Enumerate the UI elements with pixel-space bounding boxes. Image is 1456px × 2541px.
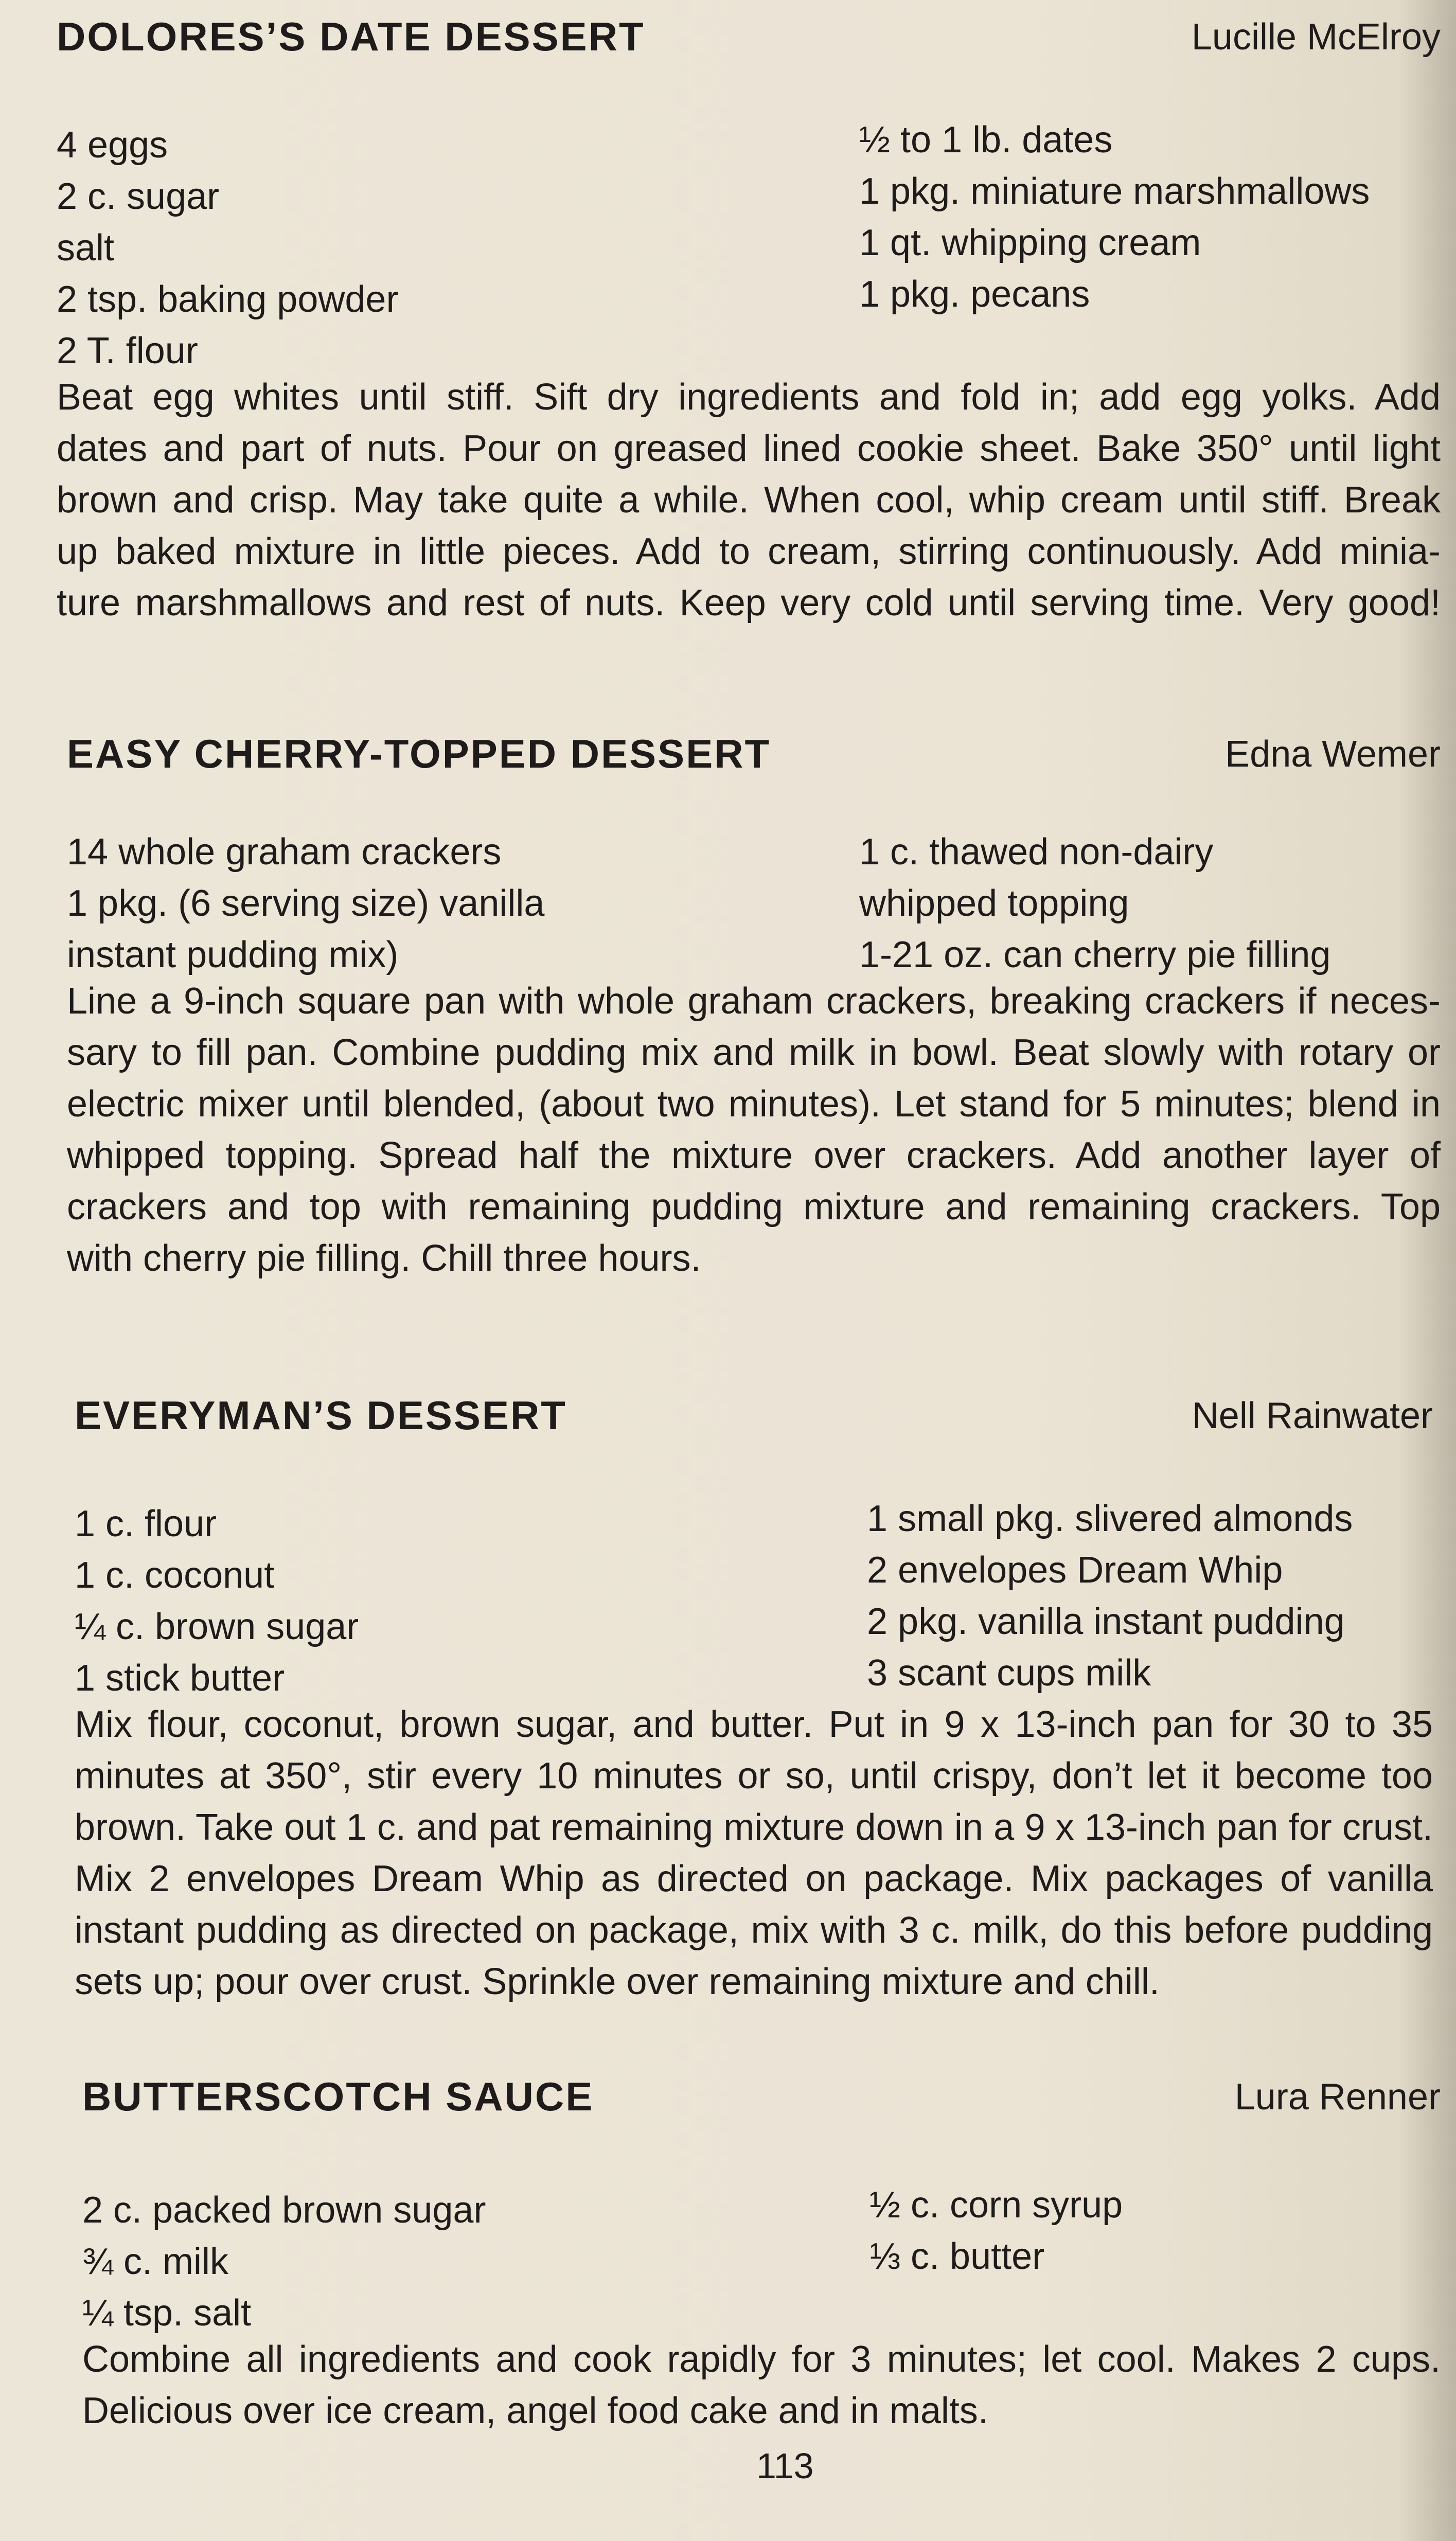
recipe-everymans-dessert — [75, 1395, 1433, 2023]
ingredient-column-right — [869, 2179, 1123, 2282]
ingredient: whipped topping — [859, 883, 1129, 924]
recipe-title: BUTTERSCOTCH SAUCE — [82, 2074, 594, 2119]
method-line: Delicious over ice cream, angel food cake and in malts. — [82, 2390, 988, 2431]
method-line: with cherry pie filling. Chill three hours. — [67, 1238, 701, 1279]
method-line: Combine all ingredients and cook rapidly for 3 minutes; let cool. Makes 2 cups. — [82, 2339, 1441, 2380]
ingredient-column-left — [67, 826, 544, 981]
method-line: sets up; pour over crust. Sprinkle over remaining mixture and chill. — [75, 1961, 1160, 2002]
method-line: instant pudding as directed on package, mix with 3 c. milk, do this before pudding — [75, 1910, 1433, 1951]
ingredient-column-left — [82, 2184, 486, 2339]
method-line: brown and crisp. May take quite a while. When cool, whip cream until stiff. Break — [57, 479, 1441, 521]
method-line: minutes at 350°, stir every 10 minutes or so, until crispy, don’t let it become too — [75, 1755, 1433, 1797]
ingredient: ¼ c. brown sugar — [75, 1606, 359, 1647]
recipe-dolores-date-dessert — [57, 14, 1441, 624]
ingredient-column-right — [867, 1493, 1353, 1699]
method-line: brown. Take out 1 c. and pat remaining mixture down in a 9 x 13-inch pan for crust. — [75, 1807, 1433, 1848]
ingredient: 2 c. sugar — [57, 176, 220, 217]
ingredient: 1 qt. whipping cream — [859, 222, 1201, 263]
ingredient: instant pudding mix) — [67, 934, 399, 975]
ingredient: 1 c. coconut — [75, 1555, 275, 1596]
recipe-method — [67, 975, 1441, 1284]
recipe-author: Nell Rainwater — [1192, 1395, 1433, 1436]
recipe-method — [57, 371, 1441, 629]
recipe-method — [75, 1699, 1433, 2007]
recipe-author: Edna Wemer — [1225, 734, 1441, 775]
ingredient: 2 pkg. vanilla instant pudding — [867, 1601, 1345, 1642]
ingredient: 1 pkg. miniature marshmallows — [859, 171, 1370, 212]
ingredient: ⅓ c. butter — [869, 2236, 1045, 2277]
ingredient: 2 c. packed brown sugar — [82, 2190, 486, 2231]
ingredient: 4 eggs — [57, 125, 168, 166]
method-line: electric mixer until blended, (about two minutes). Let stand for 5 minutes; blend in — [67, 1083, 1441, 1125]
method-line: Mix flour, coconut, brown sugar, and butter. Put in 9 x 13-inch pan for 30 to 35 — [75, 1704, 1433, 1745]
recipe-author: Lucille McElroy — [1191, 16, 1441, 58]
recipe-butterscotch-sauce — [82, 2076, 1441, 2437]
recipe-title: DOLORES’S DATE DESSERT — [57, 14, 645, 59]
ingredient: 1-21 oz. can cherry pie filling — [859, 934, 1331, 975]
method-line: sary to fill pan. Combine pudding mix and milk in bowl. Beat slowly with rotary or — [67, 1032, 1441, 1073]
ingredient: 1 stick butter — [75, 1658, 285, 1699]
ingredient-column-left — [75, 1498, 359, 1704]
ingredient-column-right — [859, 114, 1370, 320]
method-line: dates and part of nuts. Pour on greased lined cookie sheet. Bake 350° until light — [57, 428, 1441, 469]
ingredient: ¾ c. milk — [82, 2241, 229, 2282]
ingredient: 14 whole graham crackers — [67, 831, 502, 873]
ingredient: 2 T. flour — [57, 330, 198, 371]
method-line: Line a 9-inch square pan with whole graham crackers, breaking crackers if neces- — [67, 981, 1441, 1022]
page-number: 113 — [756, 2446, 814, 2486]
ingredient: 1 pkg. pecans — [859, 274, 1090, 315]
method-line: Mix 2 envelopes Dream Whip as directed on package. Mix packages of vanilla — [75, 1858, 1433, 1899]
recipe-title: EVERYMAN’S DESSERT — [75, 1393, 567, 1438]
ingredient: ½ to 1 lb. dates — [859, 119, 1113, 161]
recipe-method — [82, 2334, 1441, 2437]
ingredient: ½ c. corn syrup — [869, 2184, 1123, 2226]
method-line: ture marshmallows and rest of nuts. Keep very cold until serving time. Very good! — [57, 582, 1441, 624]
ingredient: 1 c. flour — [75, 1503, 217, 1544]
ingredient: 2 tsp. baking powder — [57, 279, 399, 320]
ingredient: salt — [57, 227, 115, 269]
ingredient: 1 small pkg. slivered almonds — [867, 1498, 1353, 1539]
ingredient: 2 envelopes Dream Whip — [867, 1550, 1283, 1591]
method-line: up baked mixture in little pieces. Add to cream, stirring continuously. Add minia- — [57, 531, 1441, 572]
method-line: whipped topping. Spread half the mixture over crackers. Add another layer of — [67, 1135, 1441, 1176]
ingredient-column-right — [859, 826, 1330, 981]
method-line: crackers and top with remaining pudding mixture and remaining crackers. Top — [67, 1186, 1441, 1228]
recipe-easy-cherry-topped-dessert — [67, 731, 1441, 1300]
recipe-author: Lura Renner — [1234, 2076, 1441, 2118]
method-line: Beat egg whites until stiff. Sift dry ingredients and fold in; add egg yolks. Add — [57, 377, 1441, 418]
ingredient: 3 scant cups milk — [867, 1652, 1151, 1694]
ingredient-column-left — [57, 119, 398, 377]
recipe-title: EASY CHERRY-TOPPED DESSERT — [67, 731, 771, 776]
ingredient: ¼ tsp. salt — [82, 2293, 252, 2334]
ingredient: 1 c. thawed non-dairy — [859, 831, 1214, 873]
ingredient: 1 pkg. (6 serving size) vanilla — [67, 883, 545, 924]
